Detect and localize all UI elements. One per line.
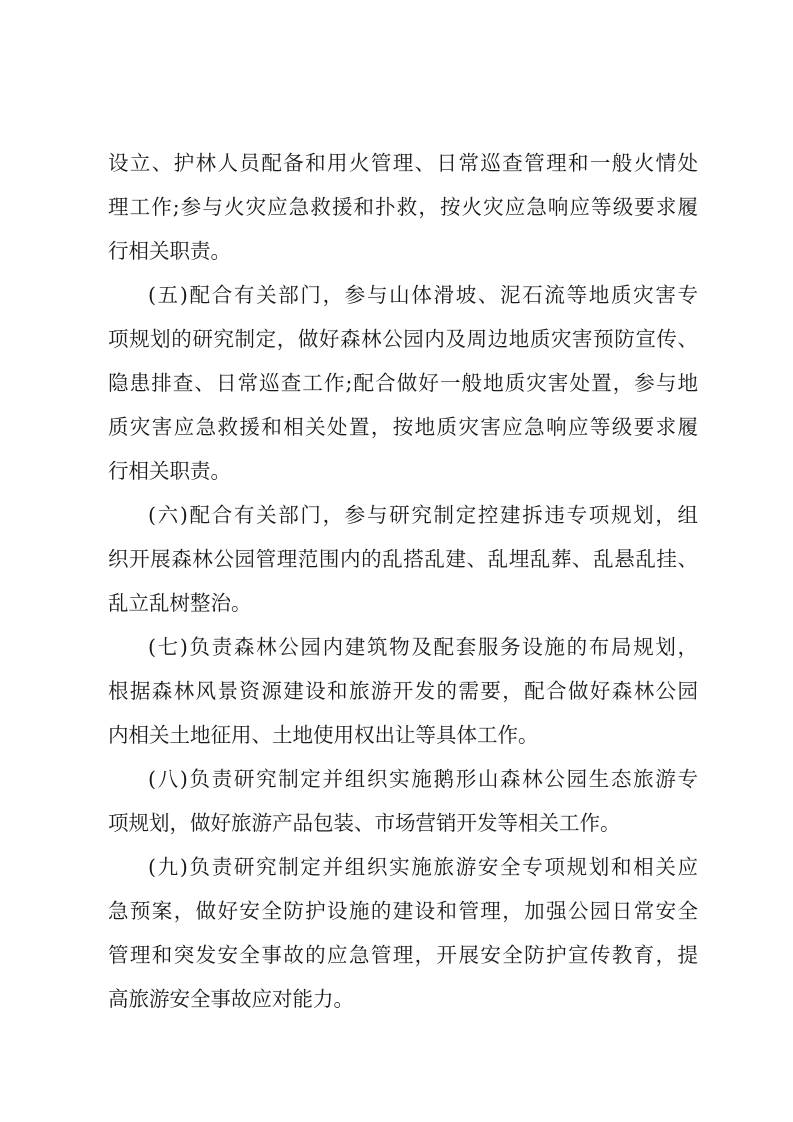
- text-line: 项规划的研究制定，做好森林公园内及周边地质灾害预防宣传、: [108, 327, 698, 351]
- text-line: 织开展森林公园管理范围内的乱搭乱建、乱埋乱葬、乱悬乱挂、: [108, 547, 698, 571]
- text-line: 行相关职责。: [108, 459, 231, 483]
- text-line: 内相关土地征用、土地使用权出让等具体工作。: [108, 723, 539, 747]
- text-line: 隐患排查、日常巡查工作;配合做好一般地质灾害处置，参与地: [108, 371, 698, 395]
- text-line: 理工作;参与火灾应急救援和扑救，按火灾应急响应等级要求履: [108, 195, 698, 219]
- text-line: 项规划，做好旅游产品包装、市场营销开发等相关工作。: [108, 811, 621, 835]
- text-line: 根据森林风景资源建设和旅游开发的需要，配合做好森林公园: [108, 679, 698, 703]
- text-line: 急预案，做好安全防护设施的建设和管理，加强公园日常安全: [108, 899, 698, 923]
- paragraph-eight-first-line: (八)负责研究制定并组织实施鹅形山森林公园生态旅游专: [148, 767, 698, 791]
- text-line: 乱立乱树整治。: [108, 591, 252, 615]
- text-line: 管理和突发安全事故的应急管理，开展安全防护宣传教育，提: [108, 943, 698, 967]
- text-line: 质灾害应急救援和相关处置，按地质灾害应急响应等级要求履: [108, 415, 698, 439]
- paragraph-five-first-line: (五)配合有关部门，参与山体滑坡、泥石流等地质灾害专: [148, 283, 698, 307]
- text-line: 行相关职责。: [108, 239, 231, 263]
- paragraph-six-first-line: (六)配合有关部门，参与研究制定控建拆违专项规划，组: [148, 503, 698, 527]
- text-line: 设立、护林人员配备和用火管理、日常巡查管理和一般火情处: [108, 151, 698, 175]
- paragraph-seven-first-line: (七)负责森林公园内建筑物及配套服务设施的布局规划，: [148, 635, 698, 659]
- text-line: 高旅游安全事故应对能力。: [108, 987, 354, 1011]
- paragraph-nine-first-line: (九)负责研究制定并组织实施旅游安全专项规划和相关应: [148, 855, 698, 879]
